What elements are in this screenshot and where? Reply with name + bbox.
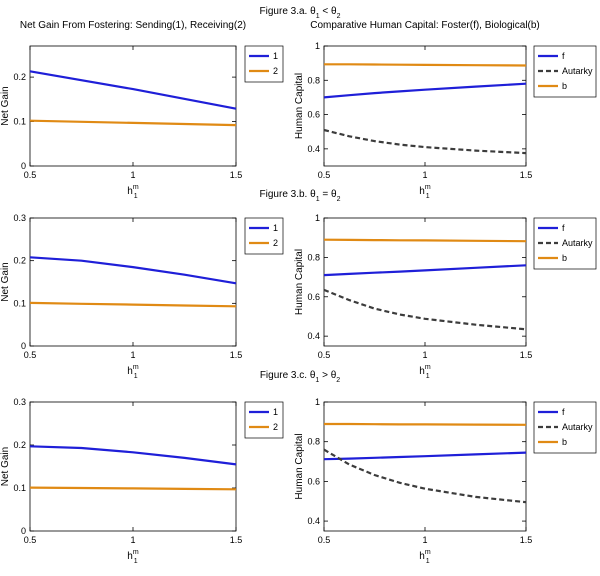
legend	[245, 402, 283, 438]
x-axis-label: $h^m$ 1	[419, 364, 431, 380]
x-tick-label: 1.5	[229, 170, 243, 180]
y-tick-label: 0.2	[13, 255, 26, 266]
y-tick-label: 1	[314, 397, 320, 407]
chart-3.b-left	[0, 213, 283, 380]
y-tick-label: 0.6	[307, 109, 320, 120]
plot-frame	[30, 402, 236, 531]
x-tick-label: 1.5	[519, 350, 533, 360]
y-axis-label: Human Capital	[294, 72, 305, 140]
x-tick-label: 1.5	[229, 535, 243, 545]
figure-title-3	[260, 370, 340, 384]
x-tick-label: 1.5	[519, 170, 533, 180]
x-tick-label: 1	[422, 535, 428, 545]
panel-header-right: Comparative Human Capital: Foster(f), Biological(b)	[310, 20, 540, 31]
x-tick-label: 0.5	[23, 350, 37, 360]
plot-frame	[30, 46, 236, 166]
y-tick-label: 0.6	[307, 291, 320, 302]
y-tick-label: 0.2	[13, 72, 26, 83]
y-axis-label: Human Capital	[294, 433, 305, 500]
y-tick-label: 0.6	[307, 476, 320, 487]
legend	[245, 46, 283, 82]
series-line-b	[324, 424, 526, 425]
x-axis-label: $h^m$ 1	[127, 549, 139, 565]
y-tick-label: 0.8	[307, 436, 320, 447]
x-axis-label: $h^m$ 1	[127, 364, 139, 380]
legend-label-b: b	[562, 81, 568, 91]
y-tick-label: 0.2	[13, 440, 26, 450]
legend-label-2: 2	[273, 422, 279, 432]
y-tick-label: 0	[20, 526, 26, 536]
y-tick-label: 1	[314, 213, 320, 223]
y-axis-label: Net Gain	[0, 262, 11, 302]
legend-label-2: 2	[273, 66, 279, 76]
x-axis-label: $h^m$ 1	[419, 549, 431, 565]
legend-label-f: f	[562, 407, 565, 417]
x-tick-label: 0.5	[317, 350, 331, 360]
legend-label-b: b	[562, 437, 568, 447]
y-tick-label: 0.1	[13, 116, 26, 127]
legend	[534, 46, 596, 97]
legend-label-f: f	[562, 51, 565, 61]
x-tick-label: 1	[130, 170, 136, 180]
figure-title-text: Figure 3.b. $\theta_1 = \theta_2$	[259, 189, 341, 203]
x-tick-label: 1.5	[229, 350, 243, 360]
y-tick-label: 0.4	[307, 516, 320, 527]
y-tick-label: 0.3	[13, 213, 26, 223]
legend-label-autarky: Autarky	[562, 238, 593, 248]
x-tick-label: 0.5	[317, 170, 331, 180]
x-tick-label: 1.5	[519, 535, 533, 545]
chart-3.b-right	[294, 213, 596, 380]
y-tick-label: 0.1	[13, 483, 26, 493]
y-axis-label: Net Gain	[0, 446, 11, 487]
legend-label-1: 1	[273, 223, 279, 233]
y-tick-label: 0.8	[307, 75, 320, 86]
legend-label-autarky: Autarky	[562, 422, 593, 432]
y-tick-label: 0	[20, 161, 26, 171]
y-tick-label: 0.4	[307, 331, 320, 342]
panel-header-left: Net Gain From Fostering: Sending(1), Receiving(2)	[19, 20, 247, 31]
series-line-b	[324, 240, 526, 242]
x-tick-label: 0.5	[317, 535, 331, 545]
y-tick-label: 0	[20, 341, 26, 351]
series-line-b	[324, 64, 526, 65]
chart-3.a-right	[294, 41, 596, 200]
y-tick-label: 1	[314, 41, 320, 51]
legend-label-autarky: Autarky	[562, 66, 593, 76]
y-tick-label: 0.1	[13, 298, 26, 309]
legend-label-b: b	[562, 253, 568, 263]
legend	[245, 218, 283, 254]
plot-frame	[30, 218, 236, 346]
x-tick-label: 1	[422, 350, 428, 360]
x-axis-label: $h^m$ 1	[419, 184, 431, 200]
x-axis-label: $h^m$ 1	[127, 184, 139, 200]
chart-3.a-left	[0, 46, 283, 200]
figure-title-text: Figure 3.c. $\theta_1 > \theta_2$	[259, 370, 341, 384]
legend-label-f: f	[562, 223, 565, 233]
chart-3.c-right	[294, 397, 596, 565]
x-tick-label: 1	[130, 350, 136, 360]
y-axis-label: Net Gain	[0, 86, 11, 126]
x-tick-label: 0.5	[23, 535, 37, 545]
x-tick-label: 1	[422, 170, 428, 180]
y-axis-label: Human Capital	[294, 248, 305, 316]
legend	[534, 402, 596, 453]
legend	[534, 218, 596, 269]
figure-title-1	[260, 6, 341, 20]
x-tick-label: 1	[130, 535, 136, 545]
legend-label-1: 1	[273, 407, 279, 417]
chart-3.c-left	[0, 397, 283, 565]
y-tick-label: 0.4	[307, 143, 320, 154]
figure-title-2	[260, 189, 341, 203]
y-tick-label: 0.3	[13, 397, 26, 407]
x-tick-label: 0.5	[23, 170, 37, 180]
figure-title-text: Figure 3.a. $\theta_1 < \theta_2$	[259, 6, 341, 20]
y-tick-label: 0.8	[307, 252, 320, 263]
legend-label-1: 1	[273, 51, 279, 61]
legend-label-2: 2	[273, 238, 279, 248]
